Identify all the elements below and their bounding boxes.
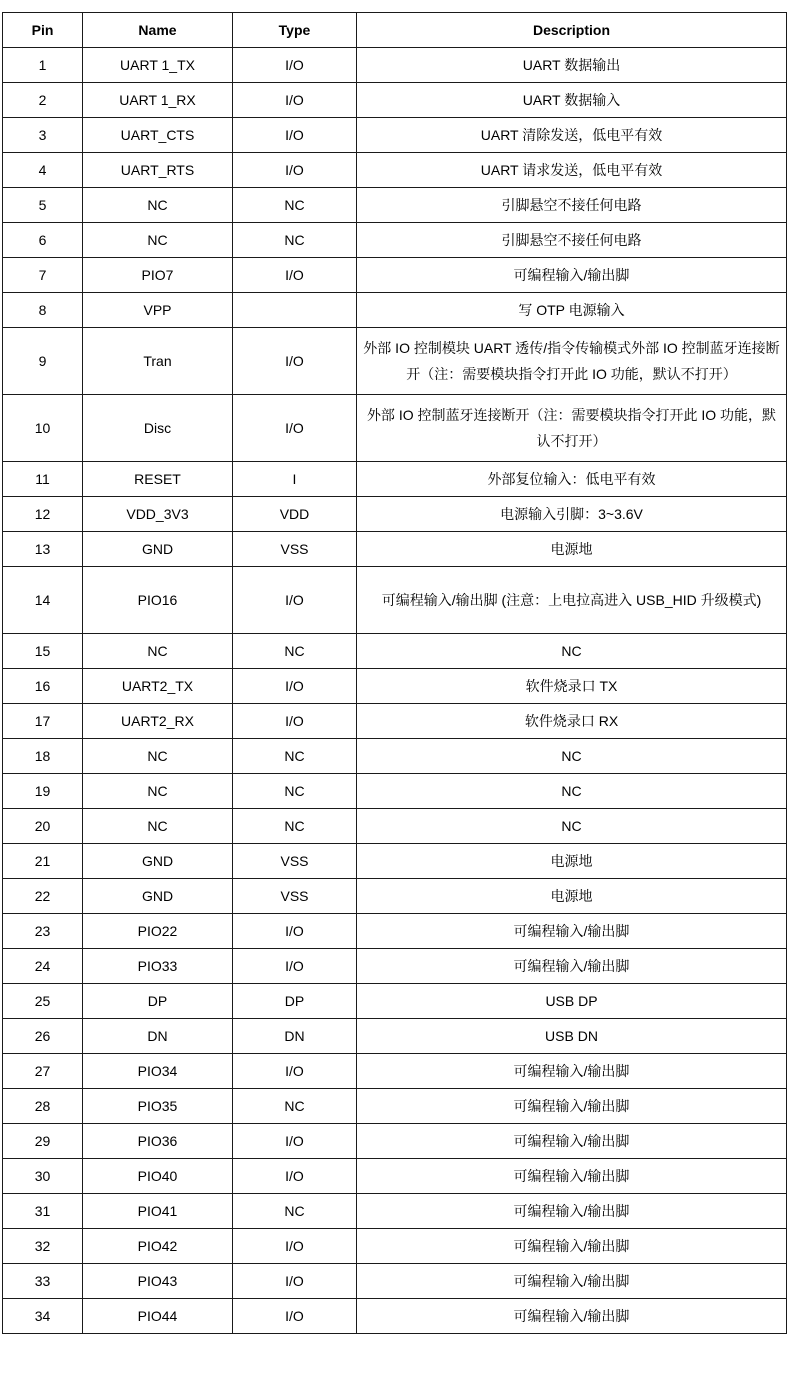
description-cell: 可编程输入/输出脚 — [357, 1159, 787, 1194]
header-type: Type — [233, 13, 357, 48]
name-cell: PIO16 — [83, 567, 233, 634]
type-cell: VSS — [233, 844, 357, 879]
pin-cell: 6 — [3, 223, 83, 258]
table-row — [3, 153, 787, 188]
name-cell: Disc — [83, 395, 233, 462]
type-cell: I/O — [233, 1299, 357, 1334]
table-row — [3, 634, 787, 669]
pin-cell: 10 — [3, 395, 83, 462]
table-row — [3, 83, 787, 118]
pin-cell: 29 — [3, 1124, 83, 1159]
table-row — [3, 1299, 787, 1334]
type-cell: I/O — [233, 48, 357, 83]
pin-cell: 15 — [3, 634, 83, 669]
name-cell: UART 1_RX — [83, 83, 233, 118]
pin-cell: 2 — [3, 83, 83, 118]
description-cell: 可编程输入/输出脚 — [357, 258, 787, 293]
name-cell: UART_RTS — [83, 153, 233, 188]
table-row — [3, 1019, 787, 1054]
pin-cell: 30 — [3, 1159, 83, 1194]
description-cell: 电源输入引脚：3~3.6V — [357, 497, 787, 532]
description-cell: USB DN — [357, 1019, 787, 1054]
pin-cell: 9 — [3, 328, 83, 395]
type-cell: I/O — [233, 949, 357, 984]
table-row — [3, 118, 787, 153]
pin-cell: 7 — [3, 258, 83, 293]
description-cell: 可编程输入/输出脚 — [357, 1194, 787, 1229]
pin-cell: 26 — [3, 1019, 83, 1054]
name-cell: PIO35 — [83, 1089, 233, 1124]
description-cell: UART 数据输入 — [357, 83, 787, 118]
pin-cell: 4 — [3, 153, 83, 188]
table-row — [3, 1229, 787, 1264]
table-row — [3, 188, 787, 223]
description-cell: 外部 IO 控制蓝牙连接断开（注：需要模块指令打开此 IO 功能，默认不打开） — [357, 395, 787, 462]
type-cell: I/O — [233, 118, 357, 153]
table-row — [3, 809, 787, 844]
name-cell: UART2_RX — [83, 704, 233, 739]
type-cell: VDD — [233, 497, 357, 532]
name-cell: NC — [83, 739, 233, 774]
description-cell: NC — [357, 774, 787, 809]
pin-cell: 22 — [3, 879, 83, 914]
name-cell: NC — [83, 774, 233, 809]
name-cell: PIO43 — [83, 1264, 233, 1299]
type-cell: I/O — [233, 914, 357, 949]
type-cell: I/O — [233, 669, 357, 704]
description-cell: USB DP — [357, 984, 787, 1019]
table-row — [3, 395, 787, 462]
type-cell: NC — [233, 774, 357, 809]
description-cell: 写 OTP 电源输入 — [357, 293, 787, 328]
description-cell: 软件烧录口 TX — [357, 669, 787, 704]
description-cell: 外部 IO 控制模块 UART 透传/指令传输模式外部 IO 控制蓝牙连接断开（注：需要模块指令打开此 IO 功能，默认不打开） — [357, 328, 787, 395]
name-cell: VPP — [83, 293, 233, 328]
pin-cell: 24 — [3, 949, 83, 984]
table-row — [3, 1264, 787, 1299]
description-cell: 可编程输入/输出脚 — [357, 1089, 787, 1124]
pin-table — [2, 12, 787, 1334]
table-row — [3, 669, 787, 704]
name-cell: NC — [83, 634, 233, 669]
description-cell: 可编程输入/输出脚 — [357, 1264, 787, 1299]
table-row — [3, 774, 787, 809]
table-row — [3, 844, 787, 879]
type-cell: VSS — [233, 879, 357, 914]
pin-cell: 3 — [3, 118, 83, 153]
type-cell: I/O — [233, 1264, 357, 1299]
name-cell: PIO36 — [83, 1124, 233, 1159]
header-row — [3, 13, 787, 48]
table-row — [3, 879, 787, 914]
description-cell: 可编程输入/输出脚 — [357, 1124, 787, 1159]
table-row — [3, 984, 787, 1019]
description-cell: UART 数据输出 — [357, 48, 787, 83]
pin-cell: 17 — [3, 704, 83, 739]
pin-cell: 13 — [3, 532, 83, 567]
name-cell: PIO33 — [83, 949, 233, 984]
name-cell: PIO42 — [83, 1229, 233, 1264]
name-cell: DN — [83, 1019, 233, 1054]
table-row — [3, 1194, 787, 1229]
table-row — [3, 1159, 787, 1194]
description-cell: 软件烧录口 RX — [357, 704, 787, 739]
pin-cell: 34 — [3, 1299, 83, 1334]
table-row — [3, 48, 787, 83]
name-cell: PIO34 — [83, 1054, 233, 1089]
pin-cell: 20 — [3, 809, 83, 844]
name-cell: PIO22 — [83, 914, 233, 949]
description-cell: UART 请求发送，低电平有效 — [357, 153, 787, 188]
name-cell: DP — [83, 984, 233, 1019]
table-row — [3, 704, 787, 739]
header-pin: Pin — [3, 13, 83, 48]
header-description: Description — [357, 13, 787, 48]
type-cell: DP — [233, 984, 357, 1019]
type-cell: I/O — [233, 1159, 357, 1194]
type-cell: I/O — [233, 1124, 357, 1159]
pin-cell: 14 — [3, 567, 83, 634]
table-row — [3, 497, 787, 532]
name-cell: UART_CTS — [83, 118, 233, 153]
type-cell — [233, 293, 357, 328]
header-name: Name — [83, 13, 233, 48]
name-cell: GND — [83, 879, 233, 914]
type-cell: I/O — [233, 395, 357, 462]
type-cell: I/O — [233, 1229, 357, 1264]
description-cell: 外部复位输入：低电平有效 — [357, 462, 787, 497]
description-cell: NC — [357, 634, 787, 669]
type-cell: I/O — [233, 704, 357, 739]
name-cell: GND — [83, 532, 233, 567]
table-row — [3, 258, 787, 293]
type-cell: NC — [233, 223, 357, 258]
type-cell: I/O — [233, 328, 357, 395]
table-row — [3, 1124, 787, 1159]
description-cell: 电源地 — [357, 879, 787, 914]
description-cell: 引脚悬空不接任何电路 — [357, 188, 787, 223]
pin-cell: 19 — [3, 774, 83, 809]
table-row — [3, 1089, 787, 1124]
table-row — [3, 739, 787, 774]
name-cell: GND — [83, 844, 233, 879]
description-cell: 可编程输入/输出脚 — [357, 914, 787, 949]
type-cell: I — [233, 462, 357, 497]
pin-cell: 5 — [3, 188, 83, 223]
name-cell: NC — [83, 188, 233, 223]
pin-cell: 31 — [3, 1194, 83, 1229]
name-cell: RESET — [83, 462, 233, 497]
table-row — [3, 914, 787, 949]
pin-cell: 32 — [3, 1229, 83, 1264]
pin-cell: 8 — [3, 293, 83, 328]
name-cell: PIO7 — [83, 258, 233, 293]
description-cell: NC — [357, 809, 787, 844]
table-row — [3, 532, 787, 567]
table-row — [3, 1054, 787, 1089]
name-cell: NC — [83, 809, 233, 844]
name-cell: PIO40 — [83, 1159, 233, 1194]
table-row — [3, 462, 787, 497]
type-cell: I/O — [233, 1054, 357, 1089]
description-cell: 电源地 — [357, 844, 787, 879]
table-row — [3, 293, 787, 328]
name-cell: NC — [83, 223, 233, 258]
description-cell: 电源地 — [357, 532, 787, 567]
table-row — [3, 949, 787, 984]
pin-cell: 11 — [3, 462, 83, 497]
name-cell: Tran — [83, 328, 233, 395]
name-cell: UART2_TX — [83, 669, 233, 704]
type-cell: I/O — [233, 153, 357, 188]
description-cell: 可编程输入/输出脚 — [357, 1229, 787, 1264]
pin-cell: 27 — [3, 1054, 83, 1089]
name-cell: PIO44 — [83, 1299, 233, 1334]
type-cell: NC — [233, 1194, 357, 1229]
description-cell: 可编程输入/输出脚 — [357, 949, 787, 984]
description-cell: 可编程输入/输出脚 — [357, 1299, 787, 1334]
name-cell: VDD_3V3 — [83, 497, 233, 532]
pin-cell: 12 — [3, 497, 83, 532]
type-cell: DN — [233, 1019, 357, 1054]
pin-cell: 25 — [3, 984, 83, 1019]
type-cell: VSS — [233, 532, 357, 567]
description-cell: 可编程输入/输出脚 (注意：上电拉高进入 USB_HID 升级模式) — [357, 567, 787, 634]
description-cell: 可编程输入/输出脚 — [357, 1054, 787, 1089]
pin-cell: 28 — [3, 1089, 83, 1124]
type-cell: NC — [233, 739, 357, 774]
pin-cell: 33 — [3, 1264, 83, 1299]
description-cell: NC — [357, 739, 787, 774]
name-cell: UART 1_TX — [83, 48, 233, 83]
pin-cell: 23 — [3, 914, 83, 949]
pin-cell: 18 — [3, 739, 83, 774]
type-cell: NC — [233, 1089, 357, 1124]
description-cell: 引脚悬空不接任何电路 — [357, 223, 787, 258]
type-cell: I/O — [233, 83, 357, 118]
name-cell: PIO41 — [83, 1194, 233, 1229]
type-cell: NC — [233, 188, 357, 223]
pin-cell: 21 — [3, 844, 83, 879]
table-row — [3, 328, 787, 395]
table-body — [3, 48, 787, 1334]
table-row — [3, 567, 787, 634]
type-cell: NC — [233, 809, 357, 844]
type-cell: I/O — [233, 567, 357, 634]
pin-cell: 16 — [3, 669, 83, 704]
type-cell: NC — [233, 634, 357, 669]
pin-cell: 1 — [3, 48, 83, 83]
table-row — [3, 223, 787, 258]
description-cell: UART 清除发送，低电平有效 — [357, 118, 787, 153]
type-cell: I/O — [233, 258, 357, 293]
